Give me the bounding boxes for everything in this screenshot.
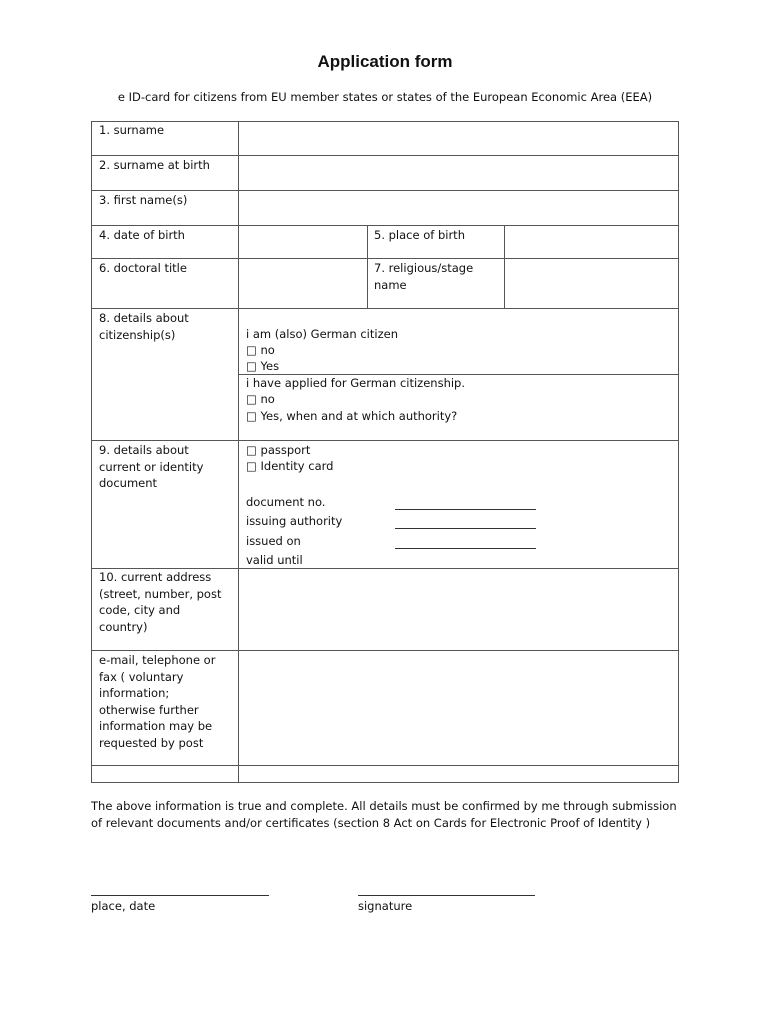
table-row-divider xyxy=(91,155,679,156)
place-date-line[interactable] xyxy=(91,885,269,896)
issuing-authority-field[interactable] xyxy=(395,518,536,529)
table-row-divider xyxy=(91,308,679,309)
table-column-divider xyxy=(367,225,368,308)
issuing-authority-label: issuing authority xyxy=(246,514,343,528)
table-row-divider xyxy=(91,765,679,766)
place-date-label: place, date xyxy=(91,899,156,913)
page-subtitle: e ID-card for citizens from EU member states or states of the European Economic Area (EEA) xyxy=(117,90,653,104)
page-title: Application form xyxy=(317,52,453,71)
table-row-divider xyxy=(91,440,679,441)
contact-label: e-mail, telephone or fax ( voluntary information; otherwise further information may be requested by post xyxy=(99,653,216,750)
german-citizen-yes-checkbox[interactable]: □ Yes xyxy=(246,359,280,373)
table-column-divider xyxy=(238,121,239,782)
document-no-label: document no. xyxy=(246,495,326,509)
table-row-divider xyxy=(91,190,679,191)
table-row-divider xyxy=(91,258,679,259)
table-column-divider xyxy=(504,225,505,308)
german-citizen-no-checkbox[interactable]: □ no xyxy=(246,343,275,357)
table-border-top xyxy=(91,121,679,122)
issued-on-label: issued on xyxy=(246,534,301,548)
table-border-right xyxy=(678,121,679,782)
signature-label: signature xyxy=(358,899,413,913)
place-of-birth-label: 5. place of birth xyxy=(374,228,465,242)
german-citizen-question: i am (also) German citizen xyxy=(246,327,398,341)
document-no-field[interactable] xyxy=(395,499,536,510)
surname-label: 1. surname xyxy=(99,123,165,137)
table-row-divider xyxy=(91,225,679,226)
declaration-text: The above information is true and complete. All details must be confirmed by me through submission of relevant documents and/or certificates (section 8 Act on Cards for Electronic Proof of Identity ) xyxy=(91,799,677,830)
date-of-birth-label: 4. date of birth xyxy=(99,228,185,242)
applied-citizenship-question: i have applied for German citizenship. xyxy=(246,376,466,390)
table-border-bottom xyxy=(91,782,679,783)
religious-stage-name-label: 7. religious/stage name xyxy=(374,261,474,292)
applied-citizenship-no-checkbox[interactable]: □ no xyxy=(246,392,275,406)
surname-at-birth-label: 2. surname at birth xyxy=(99,158,210,172)
current-address-label: 10. current address (street, number, post code, city and country) xyxy=(99,570,222,634)
citizenship-label: 8. details about citizenship(s) xyxy=(99,311,189,342)
applied-citizenship-yes-checkbox[interactable]: □ Yes, when and at which authority? xyxy=(246,409,458,423)
issued-on-field[interactable] xyxy=(395,538,536,549)
identity-document-label: 9. details about current or identity document xyxy=(99,443,204,490)
first-names-label: 3. first name(s) xyxy=(99,193,188,207)
identity-card-checkbox[interactable]: □ Identity card xyxy=(246,459,334,473)
valid-until-label: valid until xyxy=(246,553,303,567)
table-border-left xyxy=(91,121,92,782)
table-row-divider xyxy=(91,650,679,651)
passport-checkbox[interactable]: □ passport xyxy=(246,443,311,457)
doctoral-title-label: 6. doctoral title xyxy=(99,261,187,275)
signature-line[interactable] xyxy=(358,885,535,896)
